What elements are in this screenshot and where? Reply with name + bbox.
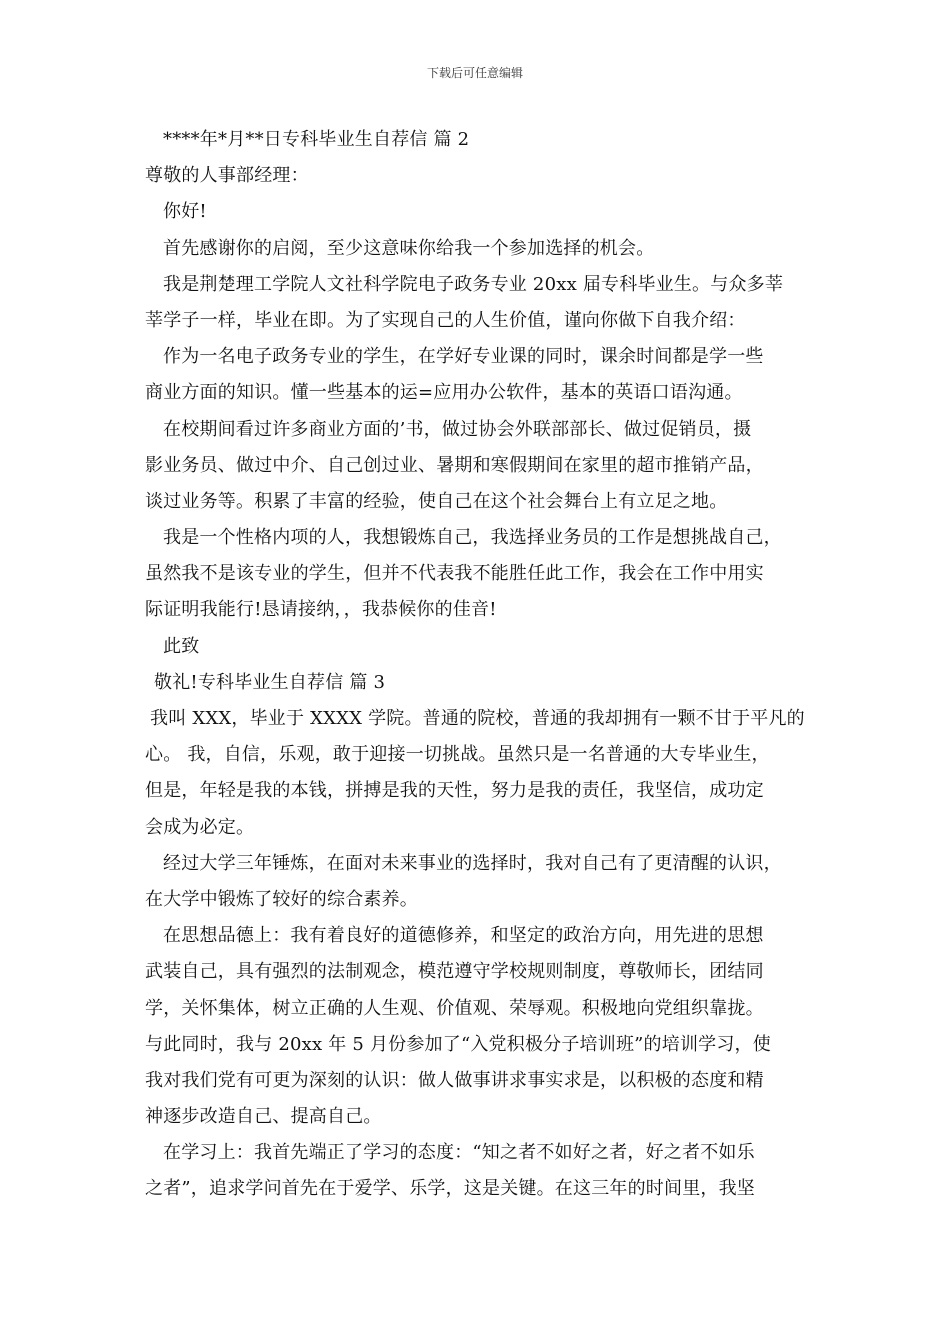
paragraph-line: 学，关怀集体，树立正确的人生观、价值观、荣辱观。积极地向党组织靠拢。 bbox=[145, 997, 764, 1019]
paragraph-line: 在学习上：我首先端正了学习的态度：“知之者不如好之者，好之者不如乐 bbox=[163, 1142, 755, 1164]
paragraph-line: 首先感谢你的启阅，至少这意味你给我一个参加选择的机会。 bbox=[163, 237, 655, 259]
paragraph-line: 心。 我，自信，乐观，敢于迎接一切挑战。虽然只是一名普通的大专毕业生， bbox=[145, 744, 770, 766]
paragraph-line: 我是荆楚理工学院人文社科学院电子政务专业 20xx 届专科毕业生。与众多莘 bbox=[163, 273, 784, 295]
paragraph-line: 我对我们党有可更为深刻的认识：做人做事讲求事实求是，以积极的态度和精 bbox=[145, 1069, 764, 1091]
paragraph-line: 但是，年轻是我的本钱，拼搏是我的天性，努力是我的责任，我坚信，成功定 bbox=[145, 780, 764, 802]
paragraph-line: 之者”，追求学问首先在于爱学、乐学，这是关键。在这三年的时间里，我坚 bbox=[145, 1178, 755, 1200]
title-line-part3: 敬礼!专科毕业生自荐信 篇 3 bbox=[154, 671, 386, 693]
paragraph-line: 经过大学三年锤炼，在面对未来事业的选择时，我对自己有了更清醒的认识， bbox=[163, 852, 782, 874]
paragraph-line: 神逐步改造自己、提高自己。 bbox=[145, 1106, 382, 1128]
paragraph-line: 会成为必定。 bbox=[145, 816, 255, 838]
paragraph-line: 与此同时，我与 20xx 年 5 月份参加了“入党积极分子培训班”的培训学习，使 bbox=[145, 1033, 771, 1055]
paragraph-line: 武装自己，具有强烈的法制观念，模范遵守学校规则制度，尊敬师长，团结同 bbox=[145, 961, 764, 983]
paragraph-line: 我是一个性格内项的人，我想锻炼自己，我选择业务员的工作是想挑战自己， bbox=[163, 527, 782, 549]
closing-line: 此致 bbox=[163, 635, 200, 657]
paragraph-line: 谈过业务等。积累了丰富的经验，使自己在这个社会舞台上有立足之地。 bbox=[145, 490, 728, 512]
paragraph-line: 在思想品德上：我有着良好的道德修养，和坚定的政治方向，用先进的思想 bbox=[163, 925, 764, 947]
paragraph-line: 在校期间看过许多商业方面的’书，做过协会外联部部长、做过促销员，摄 bbox=[163, 418, 752, 440]
greeting: 你好! bbox=[163, 201, 207, 223]
paragraph-line: 作为一名电子政务专业的学生，在学好专业课的同时，课余时间都是学一些 bbox=[163, 346, 764, 368]
paragraph-line: 在大学中锻炼了较好的综合素养。 bbox=[145, 888, 418, 910]
paragraph-line: 虽然我不是该专业的学生，但并不代表我不能胜任此工作，我会在工作中用实 bbox=[145, 563, 764, 585]
salutation: 尊敬的人事部经理： bbox=[145, 165, 309, 187]
paragraph-line: 莘学子一样，毕业在即。为了实现自己的人生价值，谨向你做下自我介绍： bbox=[145, 309, 746, 331]
page-header: 下载后可任意编辑 bbox=[426, 66, 523, 80]
title-line-part2: ****年*月**日专科毕业生自荐信 篇 2 bbox=[163, 129, 470, 150]
paragraph-line: 我叫 XXX，毕业于 XXXX 学院。普通的院校，普通的我却拥有一颗不甘于平凡的 bbox=[150, 708, 805, 729]
document-body bbox=[145, 122, 815, 1208]
paragraph-line: 影业务员、做过中介、自己创过业、暑期和寒假期间在家里的超市推销产品， bbox=[145, 454, 764, 476]
paragraph-line: 商业方面的知识。懂一些基本的运=应用办公软件，基本的英语口语沟通。 bbox=[145, 382, 743, 404]
paragraph-line: 际证明我能行!恳请接纳，，我恭候你的佳音! bbox=[145, 599, 497, 621]
